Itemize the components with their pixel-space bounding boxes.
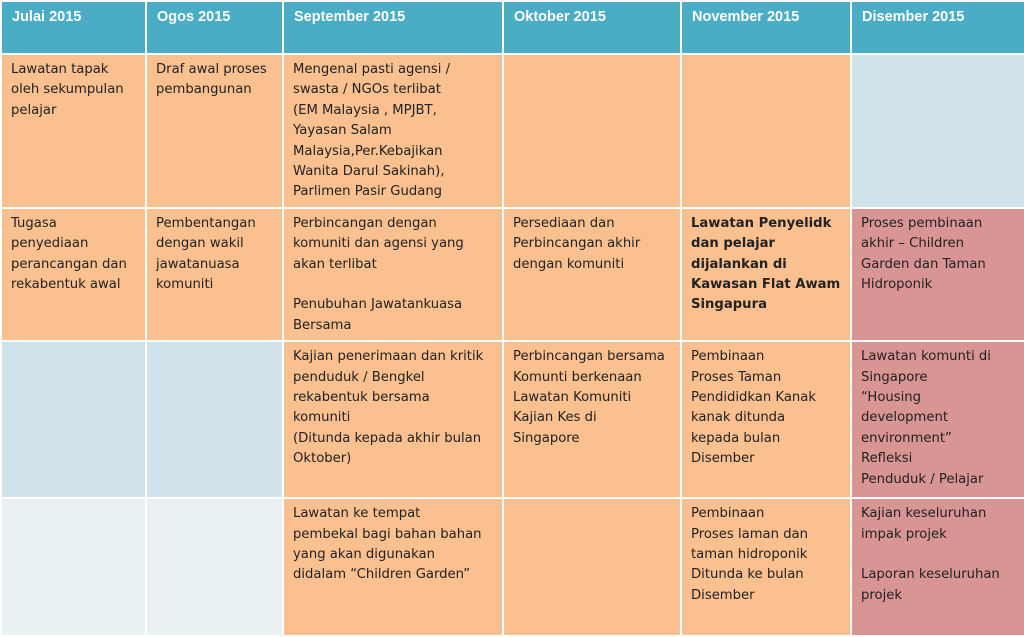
cell-text-line: dan pelajar <box>691 236 776 252</box>
cell-text-line: Hidroponik <box>861 277 933 293</box>
cell-r1-oktober <box>503 54 681 208</box>
header-disember-2015: Disember 2015 <box>851 1 1024 54</box>
cell-text-line: jawatanuasa <box>156 256 240 272</box>
cell-text-line: environment” <box>861 430 952 446</box>
cell-text-line: yang akan digunakan <box>293 547 435 563</box>
cell-text-line: didalam “Children Garden” <box>293 567 471 583</box>
cell-text-line: taman hidroponik <box>691 547 808 563</box>
cell-text-line: Perbincangan bersama <box>513 349 665 365</box>
cell-text-line: pembangunan <box>156 82 252 98</box>
cell-text-line: komuniti <box>156 277 214 293</box>
cell-text-line: Penubuhan Jawatankuasa <box>293 297 463 313</box>
cell-r4-oktober <box>503 498 681 636</box>
cell-text-line: Pembentangan <box>156 215 256 231</box>
cell-r4-ogos <box>146 498 283 636</box>
cell-text-line: Wanita Darul Sakinah), <box>293 164 445 180</box>
cell-r1-november <box>681 54 851 208</box>
cell-text-line: Pembinaan <box>691 349 765 365</box>
cell-text-line: pembekal bagi bahan bahan <box>293 526 482 542</box>
cell-r4-november <box>681 498 851 636</box>
cell-text-line: Lawatan ke tempat <box>293 506 421 522</box>
cell-r3-disember <box>851 341 1024 498</box>
cell-text-line: (EM Malaysia , MPJBT, <box>293 102 437 118</box>
cell-text-line: dengan komuniti <box>513 256 625 272</box>
cell-text-line: Kajian penerimaan dan kritik <box>293 349 484 365</box>
header-november-2015: November 2015 <box>681 1 851 54</box>
cell-text-line: Malaysia,Per.Kebajikan <box>293 143 443 159</box>
cell-text-line: Lawatan Penyelidk <box>691 215 832 231</box>
cell-r3-oktober <box>503 341 681 498</box>
cell-r1-ogos <box>146 54 283 208</box>
cell-text-line: pelajar <box>11 102 57 118</box>
cell-text-line: perancangan dan <box>11 256 127 272</box>
cell-text-line: Pembinaan <box>691 506 765 522</box>
cell-r3-november <box>681 341 851 498</box>
cell-text-line: Tugasa <box>11 215 57 231</box>
cell-text-line: projek <box>861 587 902 603</box>
cell-text-line: Bersama <box>293 317 352 333</box>
cell-text-line: Disember <box>691 451 755 467</box>
cell-text-line: Refleksi <box>861 451 913 467</box>
cell-r2-november <box>681 208 851 341</box>
cell-text-line: rekabentuk bersama <box>293 390 430 406</box>
cell-text-line: Disember <box>691 587 755 603</box>
cell-text-line: Komunti berkenaan <box>513 369 642 385</box>
cell-text-line: Laporan keseluruhan <box>861 567 1000 583</box>
header-oktober-2015: Oktober 2015 <box>503 1 681 54</box>
cell-text-line: Garden dan Taman <box>861 256 986 272</box>
cell-text-line: oleh sekumpulan <box>11 82 124 98</box>
cell-text-line: Draf awal proses <box>156 62 267 77</box>
cell-text-line: Yayasan Salam <box>293 123 392 139</box>
header-ogos-2015: Ogos 2015 <box>146 1 283 54</box>
cell-text-line: komuniti <box>293 410 351 426</box>
cell-text-line: komuniti dan agensi yang <box>293 236 464 252</box>
cell-text-line: kepada bulan <box>691 430 781 446</box>
cell-text-line: Mengenal pasti agensi / <box>293 62 451 77</box>
cell-r1-september <box>283 54 503 208</box>
cell-text-line <box>861 545 1015 565</box>
cell-text-line: Oktober) <box>293 451 352 467</box>
table-row <box>1 208 1024 341</box>
cell-text-line: Penduduk / Pelajar <box>861 471 984 487</box>
cell-r1-disember <box>851 54 1024 208</box>
cell-r4-julai <box>1 498 146 636</box>
cell-text-line: swasta / NGOs terlibat <box>293 82 441 98</box>
cell-r3-ogos <box>146 341 283 498</box>
cell-text-line: Ditunda ke bulan <box>691 567 804 583</box>
cell-text-line: Proses Taman <box>691 369 782 385</box>
cell-text-line: rekabentuk awal <box>11 277 121 293</box>
cell-text-line: Proses pembinaan <box>861 215 983 231</box>
cell-text-line: penduduk / Bengkel <box>293 369 425 385</box>
table-row <box>1 54 1024 208</box>
cell-r4-disember <box>851 498 1024 636</box>
cell-text-line: Kawasan Flat Awam <box>691 277 841 293</box>
cell-r2-ogos <box>146 208 283 341</box>
cell-text-line: (Ditunda kepada akhir bulan <box>293 430 482 446</box>
cell-text-line: Singapore <box>513 430 580 446</box>
table-row <box>1 498 1024 636</box>
cell-text-line: Pendididkan Kanak <box>691 390 817 406</box>
cell-text-line: akan terlibat <box>293 256 377 272</box>
cell-r2-september <box>283 208 503 341</box>
header-row <box>1 1 1024 54</box>
cell-text-line: Singapore <box>861 369 928 385</box>
cell-text-line: penyediaan <box>11 236 89 252</box>
cell-text-line: kanak ditunda <box>691 410 786 426</box>
cell-r3-julai <box>1 341 146 498</box>
cell-text-line: Kajian keseluruhan <box>861 506 987 522</box>
cell-r2-julai <box>1 208 146 341</box>
cell-text-line: Perbincangan dengan <box>293 215 437 231</box>
table-row <box>1 341 1024 498</box>
cell-r3-september <box>283 341 503 498</box>
cell-text-line <box>293 275 493 295</box>
cell-text-line: Persediaan dan <box>513 215 615 231</box>
cell-text-line: Lawatan tapak <box>11 62 109 77</box>
cell-text-line: Kajian Kes di <box>513 410 597 426</box>
cell-text-line: dengan wakil <box>156 236 244 252</box>
cell-text-line: akhir – Children <box>861 236 965 252</box>
cell-text-line: dijalankan di <box>691 256 787 272</box>
cell-text-line: impak projek <box>861 526 947 542</box>
cell-text-line: Singapura <box>691 297 767 313</box>
cell-r2-oktober <box>503 208 681 341</box>
cell-text-line: “Housing <box>861 390 922 406</box>
cell-text-line: Lawatan komunti di <box>861 349 991 365</box>
cell-r2-disember <box>851 208 1024 341</box>
header-julai-2015: Julai 2015 <box>1 1 146 54</box>
cell-text-line: Perbincangan akhir <box>513 236 641 252</box>
cell-r4-september <box>283 498 503 636</box>
header-september-2015: September 2015 <box>283 1 503 54</box>
cell-r1-julai <box>1 54 146 208</box>
cell-text-line: Lawatan Komuniti <box>513 390 632 406</box>
cell-text-line: development <box>861 410 948 426</box>
cell-text-line: Parlimen Pasir Gudang <box>293 184 443 200</box>
cell-text-line: Proses laman dan <box>691 526 808 542</box>
